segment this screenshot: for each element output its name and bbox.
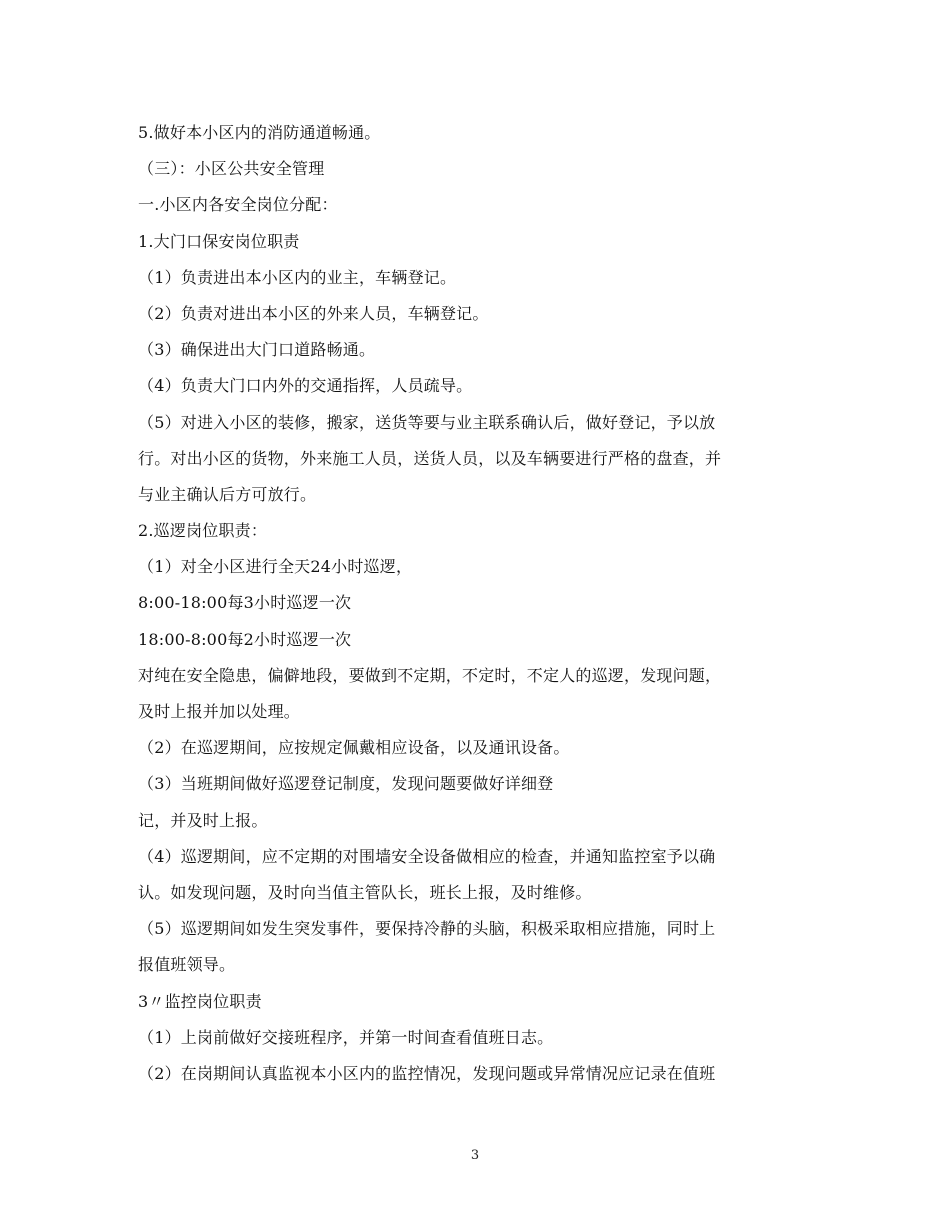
text-line: （2）在巡逻期间，应按规定佩戴相应设备，以及通讯设备。 [138, 738, 570, 758]
text-line: 对纯在安全隐患，偏僻地段，要做到不定期，不定时，不定人的巡逻，发现问题， [138, 665, 722, 685]
text-line: （1）负责进出本小区内的业主，车辆登记。 [138, 267, 457, 287]
page-number: 3 [470, 1148, 480, 1163]
text-line: 及时上报并加以处理。 [138, 702, 301, 721]
text-line: （5）对进入小区的装修，搬家，送货等要与业主联系确认后，做好登记，予以放 [138, 412, 716, 432]
text-line: （4）巡逻期间，应不定期的对围墙安全设备做相应的检查，并通知监控室予以确 [138, 846, 716, 866]
text-line: （4）负责大门口内外的交通指挥，人员疏导。 [138, 376, 473, 396]
text-line: （2）负责对进出本小区的外来人员，车辆登记。 [138, 303, 489, 323]
text-line: （2）在岗期间认真监视本小区内的监控情况，发现问题或异常情况应记录在值班 [138, 1063, 716, 1083]
text-line: （5）巡逻期间如发生突发事件，要保持冷静的头脑，积极采取相应措施，同时上 [138, 919, 716, 939]
text-line: （3）确保进出大门口道路畅通。 [138, 340, 376, 360]
text-line: 与业主确认后方可放行。 [138, 484, 317, 504]
text-line: 记，并及时上报。 [138, 810, 268, 830]
text-line: （3）当班期间做好巡逻登记制度，发现问题要做好详细登 [138, 774, 554, 794]
text-line: 行。对出小区的货物，外来施工人员，送货人员，以及车辆要进行严格的盘查，并 [138, 448, 722, 468]
section-heading: 一.小区内各安全岗位分配： [138, 195, 338, 215]
text-line: 报值班领导。 [138, 955, 236, 975]
subsection-heading: 1.大门口保安岗位职责 [138, 231, 300, 251]
text-line: 5.做好本小区内的消防通道畅通。 [138, 123, 381, 142]
text-line: （1）对全小区进行全天24小时巡逻， [138, 557, 413, 577]
text-line: （1）上岗前做好交接班程序，并第一时间查看值班日志。 [138, 1027, 554, 1047]
text-line: 8:00-18:00每3小时巡逻一次 [138, 593, 352, 613]
subsection-heading: 2.巡逻岗位职责： [138, 521, 268, 541]
text-line: 18:00-8:00每2小时巡逻一次 [138, 629, 352, 649]
text-line: 认。如发现问题，及时向当值主管队长，班长上报，及时维修。 [138, 882, 592, 902]
document-body [138, 115, 818, 1092]
subsection-heading: 3〃监控岗位职责 [138, 991, 262, 1011]
section-heading: （三）：小区公共安全管理 [138, 159, 325, 179]
